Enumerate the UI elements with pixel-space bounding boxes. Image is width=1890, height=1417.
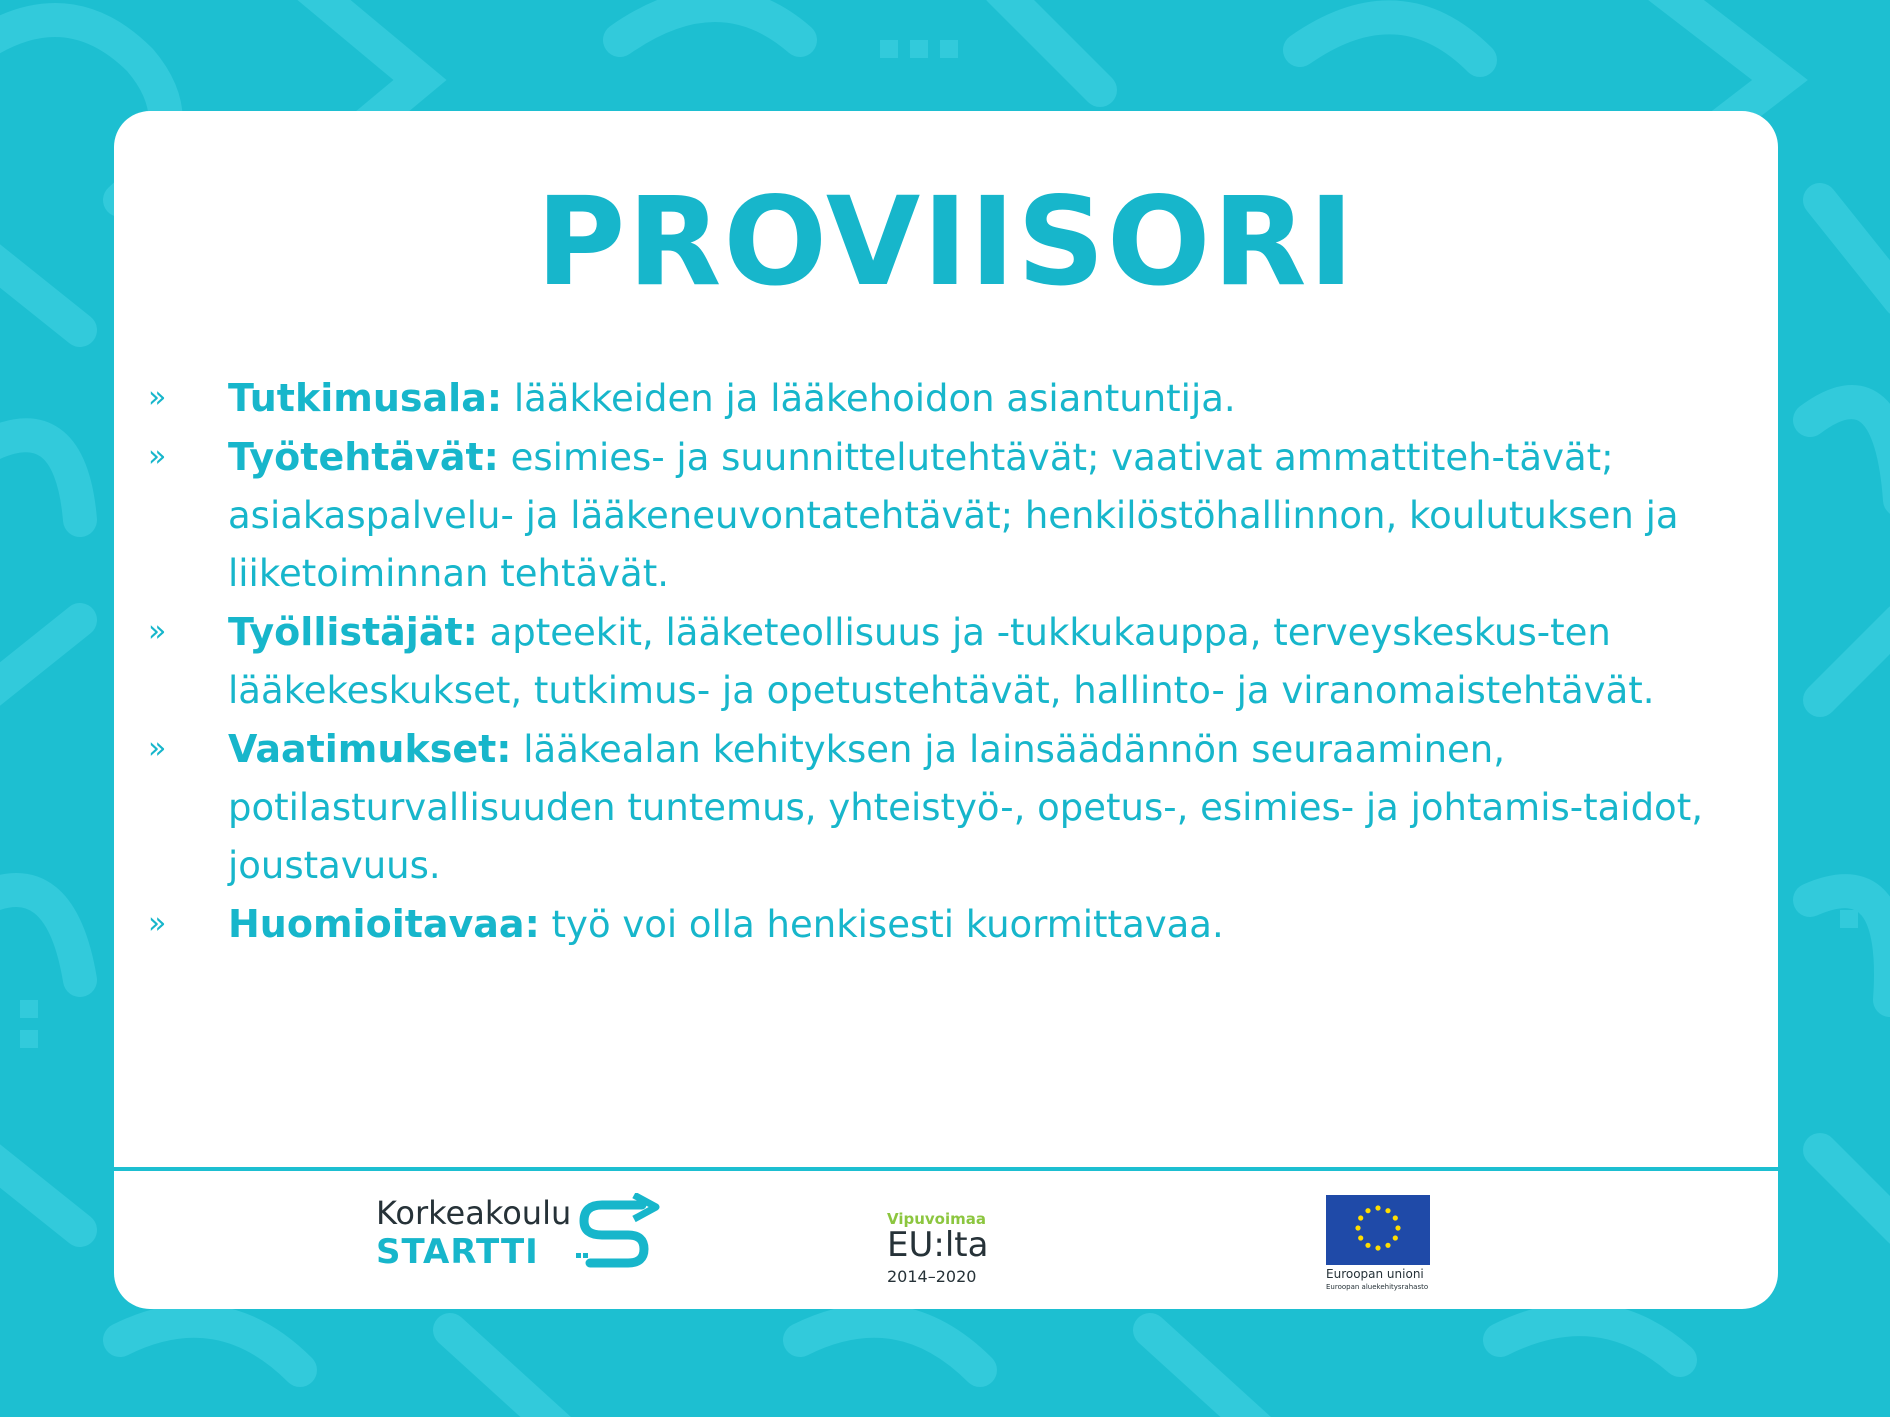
logo-text-line1: Korkeakoulu bbox=[376, 1194, 572, 1232]
item-text: lääkealan kehityksen ja lainsäädännön seuraaminen, potilasturvallisuuden tuntemus, yhteistyö-, opetus-, esimies- ja johtamis-taidot, joustavuus. bbox=[228, 728, 1703, 887]
info-list bbox=[148, 369, 1728, 954]
item-text: esimies- ja suunnittelutehtävät; vaativat ammattiteh-tävät; asiakaspalvelu- ja lääkeneuvontatehtävät; henkilöstöhallinnon, koulutuksen ja liiketoiminnan tehtävät. bbox=[228, 436, 1679, 595]
item-term: Huomioitavaa: bbox=[228, 902, 540, 946]
eu-logo bbox=[1326, 1195, 1436, 1295]
bullet-icon: » bbox=[148, 614, 167, 649]
item-term: Työtehtävät: bbox=[228, 435, 499, 479]
logo-text-line2: STARTTI bbox=[376, 1232, 539, 1272]
list-item bbox=[148, 720, 1728, 895]
eu-fund-label: Euroopan aluekehitysrahasto bbox=[1326, 1283, 1429, 1291]
vipuvoimaa-logo bbox=[887, 1210, 1037, 1290]
item-text: apteekit, lääketeollisuus ja -tukkukauppa, terveyskeskus-ten lääkekeskukset, tutkimus- ja opetustehtävät, hallinto- ja viranomaistehtävät. bbox=[228, 611, 1655, 712]
list-item bbox=[148, 369, 1728, 428]
item-term: Vaatimukset: bbox=[228, 727, 512, 771]
eu-flag-icon bbox=[1326, 1195, 1430, 1265]
vipuvoimaa-label: Vipuvoimaa bbox=[887, 1210, 987, 1228]
bullet-icon: » bbox=[148, 731, 167, 766]
content-card bbox=[114, 111, 1778, 1309]
eu-lta-label: EU:lta bbox=[887, 1225, 989, 1265]
bullet-icon: » bbox=[148, 380, 167, 415]
page-title: PROVIISORI bbox=[536, 171, 1356, 313]
item-text: työ voi olla henkisesti kuormittavaa. bbox=[551, 903, 1224, 946]
footer-divider bbox=[114, 1167, 1778, 1171]
eu-name-label: Euroopan unioni bbox=[1326, 1267, 1424, 1281]
list-item bbox=[148, 428, 1728, 603]
list-item bbox=[148, 603, 1728, 720]
list-item bbox=[148, 895, 1728, 954]
bullet-icon: » bbox=[148, 906, 167, 941]
startti-s-icon bbox=[572, 1193, 662, 1277]
bullet-icon: » bbox=[148, 439, 167, 474]
item-term: Työllistäjät: bbox=[228, 610, 478, 654]
years-label: 2014–2020 bbox=[887, 1267, 977, 1286]
item-text: lääkkeiden ja lääkehoidon asiantuntija. bbox=[513, 377, 1236, 420]
korkeakoulu-startti-logo bbox=[376, 1193, 666, 1293]
item-term: Tutkimusala: bbox=[228, 376, 503, 420]
